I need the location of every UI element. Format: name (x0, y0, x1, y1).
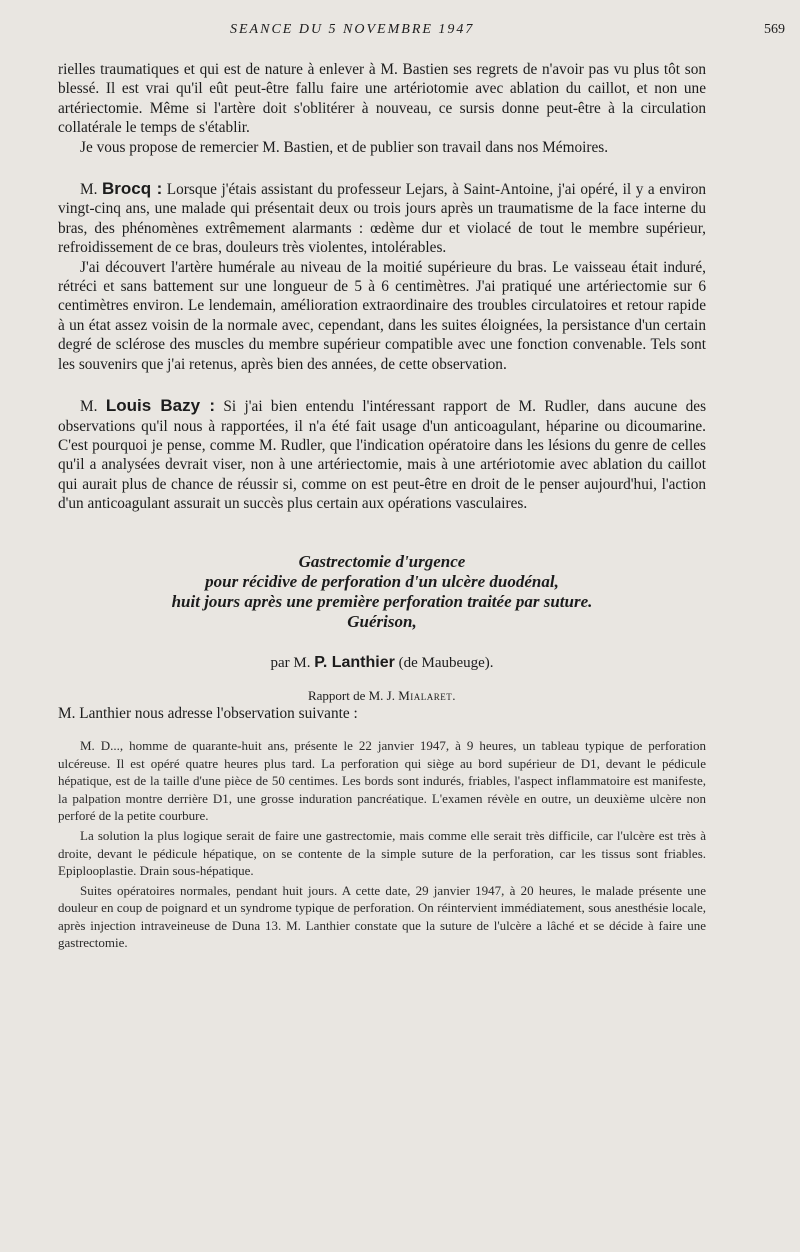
page-number: 569 (764, 22, 785, 37)
observation-paragraph: M. D..., homme de quarante-huit ans, présente le 22 janvier 1947, à 9 heures, un tableau typique de perforation ulcéreuse. Il est opéré quatre heures plus tard. La perforation qui siège au bord supérieur de D1, devant le pédicule hépatique, est de la taille d'une pièce de 50 centimes. Les bords sont indurés, friables, l'aspect inflammatoire est manifeste, la palpation montre derrière D1, une grosse induration pancréatique. L'examen révèle en outre, un deuxième ulcère non perforé de la petite courbure. (58, 737, 706, 824)
title-line: huit jours après une première perforation traitée par suture. (171, 591, 593, 611)
observation-paragraph: La solution la plus logique serait de faire une gastrectomie, mais comme elle serait très difficile, car l'ulcère est très à droite, devant le pédicule hépatique, on se contente de la simple suture de la perforation, car les tissus sont friables. Epiplooplastie. Drain sous-hépatique. (58, 827, 706, 879)
rapport-prefix: Rapport de M. J. (307, 687, 395, 703)
rapport-name: Mialaret. (398, 687, 457, 703)
paragraph-brocq-cont: J'ai découvert l'artère humérale au niveau de la moitié supérieure du bras. Le vaisseau était induré, rétréci et sans battement sur une longueur de 5 à 6 centimètres. J'ai pratiqué une artériectomie sur 6 centimètres environ. Le lendemain, amélioration extraordinaire des troubles circulatoires et retour rapide à un état assez voisin de la normale avec, cependant, dans les suites éloignées, la persistance d'un certain degré de sclérose des muscles du membre supérieur compatible avec une fonction convenable. Tels sont les souvenirs que j'ai retenus, après bien des années, de cette observation. (58, 258, 706, 373)
observation-block (58, 737, 706, 952)
page-body (58, 60, 706, 952)
rapport-line (58, 688, 706, 704)
speaker-brocq: Brocq : (102, 179, 163, 199)
speaker-bazy: Louis Bazy : (105, 396, 216, 416)
article-byline (58, 654, 706, 672)
byline-prefix: par M. (270, 654, 311, 671)
author-name: P. Lanthier (314, 653, 395, 671)
speaker-prefix: M. (80, 398, 98, 416)
title-line: Gastrectomie d'urgence (298, 551, 466, 571)
observation-paragraph: Suites opératoires normales, pendant huit jours. A cette date, 29 janvier 1947, à 20 heures, le malade présente une douleur en coup de poignard et un syndrome typique de perforation. On réintervient immédiatement, sous anesthésie locale, après injection intraveineuse de Duna 13. M. Lanthier constate que la suture de l'ulcère a lâché et se décide à faire une gastrectomie. (58, 882, 706, 951)
brocq-text: Lorsque j'étais assistant du professeur Lejars, à Saint-Antoine, j'ai opéré, il y a environ vingt-cinq ans, une malade qui présentait deux ou trois jours après un traumatisme de la face interne du bras, des phénomènes extrêmement alarmants : œdème dur et violacé de tout le membre supérieur, refroidissement de ce bras, douleurs très violentes, intolérables. (58, 181, 706, 257)
bazy-text: Si j'ai bien entendu l'intéressant rapport de M. Rudler, dans aucune des observations qu'il nous à rapportées, il n'a été fait usage d'un anticoagulant, héparine ou dicoumarine. C'est pourquoi je pense, comme M. Rudler, que l'indication opératoire dans les lésions du genre de celles qu'il a analysées devrait viser, non à une artériectomie, mais à une artériotomie avec ablation du caillot qui aurait plus de chance de réussir si, comme on est peut-être en droit de le penser aujourd'hui, l'action d'un anticoagulant assurait un succès plus certain aux opérations vasculaires. (58, 398, 707, 513)
author-place: (de Maubeuge). (398, 654, 494, 671)
paragraph-proposal: Je vous propose de remercier M. Bastien, et de publier son travail dans nos Mémoires. (80, 138, 609, 156)
observation-lead: M. Lanthier nous adresse l'observation suivante : (58, 704, 358, 722)
paragraph-continuation: rielles traumatiques et qui est de nature à enlever à M. Bastien ses regrets de n'avoir pas vu plus tôt son blessé. Il est vrai qu'il eût peut-être fallu faire une artériotomie avec ablation du caillot, et non une artériectomie. Même si l'artère doit s'oblitérer à nouveau, ce sursis donne peut-être à la circulation collatérale le temps de s'établir. (58, 61, 706, 137)
article-title (58, 552, 706, 632)
running-head (0, 22, 800, 42)
paragraph-brocq (58, 179, 706, 258)
speaker-prefix: M. (80, 181, 98, 199)
title-line: Guérison, (347, 611, 417, 631)
running-title: SEANCE DU 5 NOVEMBRE 1947 (230, 22, 475, 37)
paragraph-bazy (58, 396, 706, 513)
title-line: pour récidive de perforation d'un ulcère duodénal, (205, 571, 559, 591)
